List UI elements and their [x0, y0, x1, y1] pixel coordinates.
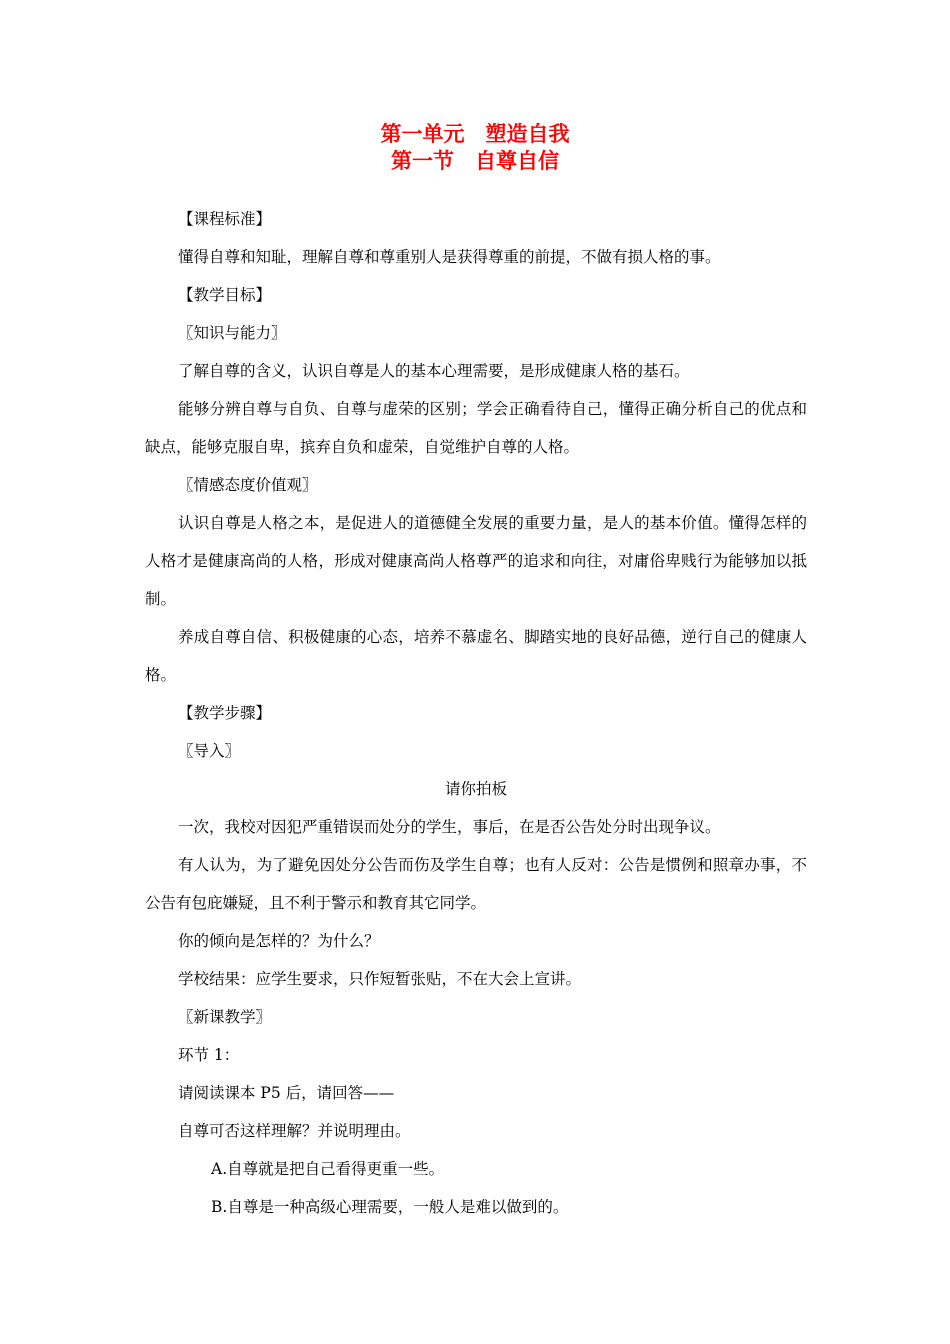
paragraph-knowledge-1: 了解自尊的含义，认识自尊是人的基本心理需要，是形成健康人格的基石。: [178, 362, 690, 380]
paragraph-knowledge-2: 能够分辨自尊与自负、自尊与虚荣的区别；学会正确看待自己，懂得正确分析自己的优点和缺点，能够克服自卑，摈弃自负和虚荣，自觉维护自尊的人格。: [145, 400, 807, 456]
heading-curriculum-standard: 【课程标准】: [178, 210, 272, 228]
heading-teaching-steps: 【教学步骤】: [178, 704, 272, 722]
paragraph-case-2: 有人认为，为了避免因处分公告而伤及学生自尊；也有人反对：公告是惯例和照章办事，不公告有包庇嫌疑，且不利于警示和教育其它同学。: [145, 856, 807, 912]
unit-title: 第一单元 塑造自我: [380, 122, 570, 146]
document-body: [145, 200, 807, 1226]
subheading-emotion-values: 〖情感态度价值观〗: [178, 476, 318, 494]
paragraph-read-textbook: 请阅读课本 P5 后，请回答——: [178, 1084, 395, 1102]
subheading-introduction: 〖导入〗: [178, 742, 241, 760]
option-b: B.自尊是一种高级心理需要，一般人是难以做到的。: [211, 1198, 569, 1216]
paragraph-emotion-1: 认识自尊是人格之本，是促进人的道德健全发展的重要力量，是人的基本价值。懂得怎样的人格才是健康高尚的人格，形成对健康高尚人格尊严的追求和向往，对庸俗卑贱行为能够加以抵制。: [145, 514, 807, 608]
paragraph-emotion-2: 养成自尊自信、积极健康的心态，培养不慕虚名、脚踏实地的良好品德，逆行自己的健康人格。: [145, 628, 807, 684]
title-block: [0, 121, 950, 175]
paragraph-school-result: 学校结果：应学生要求，只作短暂张贴，不在大会上宣讲。: [178, 970, 582, 988]
paragraph-curriculum-standard: 懂得自尊和知耻，理解自尊和尊重别人是获得尊重的前提，不做有损人格的事。: [178, 248, 721, 266]
subheading-new-lesson: 〖新课教学〗: [178, 1008, 272, 1026]
paragraph-question: 你的倾向是怎样的？为什么？: [178, 932, 380, 950]
paragraph-self-esteem-question: 自尊可否这样理解？并说明理由。: [178, 1122, 411, 1140]
case-title: 请你拍板: [444, 780, 507, 798]
section-title: 第一节 自尊自信: [391, 149, 559, 173]
paragraph-case-1: 一次，我校对因犯严重错误而处分的学生，事后，在是否公告处分时出现争议。: [178, 818, 721, 836]
subheading-knowledge-ability: 〖知识与能力〗: [178, 324, 287, 342]
paragraph-step-1: 环节 1：: [178, 1046, 240, 1064]
heading-teaching-goals: 【教学目标】: [178, 286, 272, 304]
option-a: A.自尊就是把自己看得更重一些。: [211, 1160, 445, 1178]
